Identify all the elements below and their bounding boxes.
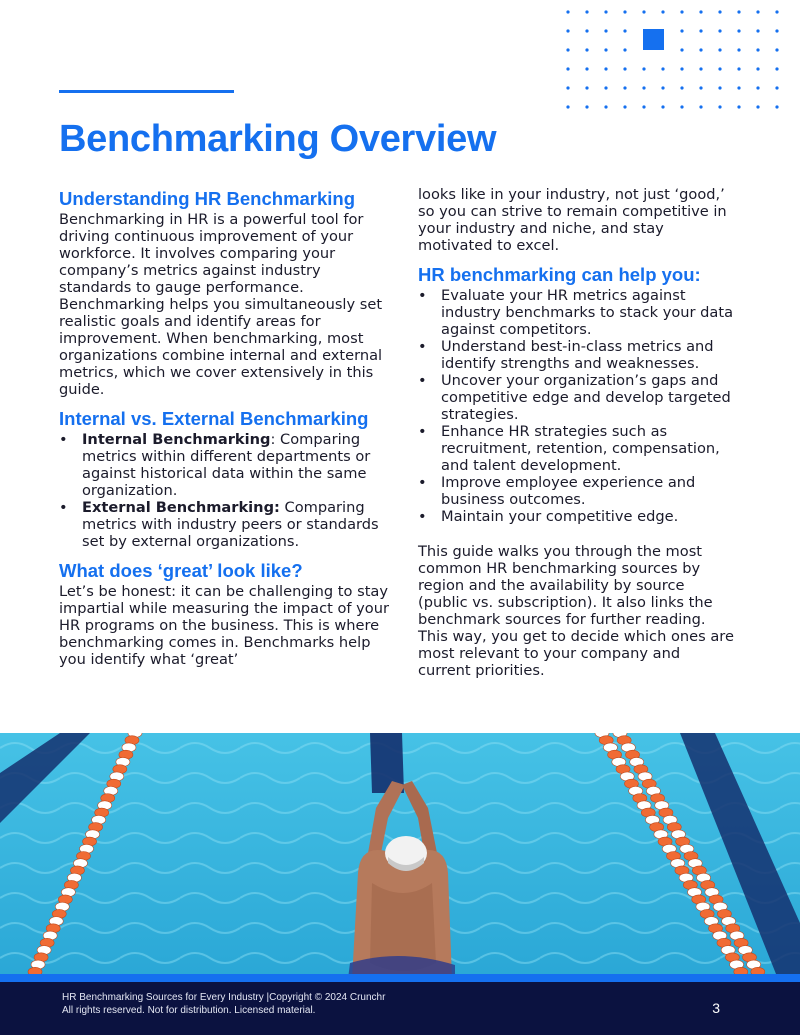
- benefit-list: [418, 287, 736, 525]
- dot-icon: [756, 105, 759, 108]
- list-item: [418, 423, 736, 474]
- list-item: [418, 508, 736, 525]
- section-heading-internal-external: Internal vs. External Benchmarking: [59, 408, 369, 429]
- dot-icon: [756, 10, 759, 13]
- right-column: [418, 186, 736, 679]
- bullet-icon: •: [418, 474, 427, 491]
- dot-icon: [680, 86, 683, 89]
- dot-icon: [566, 29, 569, 32]
- list-item: [418, 474, 736, 508]
- list-item: [418, 287, 736, 338]
- footer-line-2: All rights reserved. Not for distribution. Licensed material.: [62, 1004, 316, 1016]
- dot-icon: [756, 86, 759, 89]
- dot-icon: [623, 29, 626, 32]
- page-title: Benchmarking Overview: [59, 118, 497, 160]
- dot-icon: [604, 29, 607, 32]
- dot-grid-decoration: [560, 4, 800, 114]
- dot-icon: [775, 105, 778, 108]
- dot-icon: [718, 29, 721, 32]
- bullet-icon: •: [418, 508, 427, 525]
- dot-icon: [566, 105, 569, 108]
- dot-icon: [585, 48, 588, 51]
- dot-icon: [699, 29, 702, 32]
- dot-icon: [680, 67, 683, 70]
- dot-icon: [585, 86, 588, 89]
- dot-icon: [718, 86, 721, 89]
- dot-icon: [756, 29, 759, 32]
- dot-icon: [623, 48, 626, 51]
- dot-icon: [718, 10, 721, 13]
- closing-paragraph: This guide walks you through the most common HR benchmarking sources by region and the availability by source (public vs. subscription). It also links the benchmark sources for further reading. This way, you get to decide which ones are most relevant to your company and current priorities.: [418, 543, 734, 679]
- footer-accent-strip: [0, 974, 800, 982]
- list-item-text: Uncover your organization’s gaps and competitive edge and develop targeted strategies.: [441, 372, 731, 423]
- dot-icon: [737, 29, 740, 32]
- list-item-term: External Benchmarking:: [82, 499, 280, 516]
- dot-icon: [661, 10, 664, 13]
- dot-icon: [737, 86, 740, 89]
- dot-icon: [661, 86, 664, 89]
- dot-icon: [680, 105, 683, 108]
- bullet-icon: •: [59, 431, 68, 448]
- dot-icon: [737, 10, 740, 13]
- dot-icon: [737, 67, 740, 70]
- dot-icon: [604, 10, 607, 13]
- list-item-text: Comparing metrics with industry peers or standards set by external organizations.: [82, 499, 379, 550]
- footer: [0, 982, 800, 1035]
- dot-icon: [585, 29, 588, 32]
- dot-icon: [756, 67, 759, 70]
- dot-icon: [585, 105, 588, 108]
- section-heading-help: HR benchmarking can help you:: [418, 264, 701, 285]
- dot-icon: [661, 67, 664, 70]
- dot-icon: [680, 29, 683, 32]
- dot-icon: [775, 10, 778, 13]
- list-item: [418, 372, 736, 423]
- section-heading-understanding: Understanding HR Benchmarking: [59, 188, 356, 209]
- list-item-term: Internal Benchmarking: [82, 431, 271, 448]
- section-body-great: Let’s be honest: it can be challenging to stay impartial while measuring the impact of your HR programs on the business. This is where benchmarking comes in. Benchmarks help you identify what ‘great’: [59, 583, 389, 668]
- swimmer-photo: [0, 733, 800, 979]
- list-item: [418, 338, 736, 372]
- dot-icon: [775, 67, 778, 70]
- left-column: [59, 186, 389, 668]
- dot-icon: [775, 29, 778, 32]
- dot-icon: [604, 86, 607, 89]
- dot-icon: [585, 67, 588, 70]
- dot-icon: [566, 86, 569, 89]
- dot-icon: [699, 67, 702, 70]
- continued-paragraph: looks like in your industry, not just ‘good,’ so you can strive to remain competitive in your industry and niche, and stay motivated to excel.: [418, 186, 727, 254]
- dot-icon: [699, 105, 702, 108]
- list-item: [59, 499, 389, 550]
- dot-icon: [699, 48, 702, 51]
- dot-icon: [718, 105, 721, 108]
- dot-icon: [623, 67, 626, 70]
- dot-icon: [756, 48, 759, 51]
- accent-square-icon: [643, 29, 664, 50]
- bullet-icon: •: [418, 338, 427, 355]
- bullet-icon: •: [59, 499, 68, 516]
- dot-icon: [718, 67, 721, 70]
- benchmark-type-list: [59, 431, 389, 550]
- dot-icon: [604, 105, 607, 108]
- list-item-text: Improve employee experience and business outcomes.: [441, 474, 696, 508]
- dot-icon: [566, 48, 569, 51]
- footer-line-1: HR Benchmarking Sources for Every Industry |Copyright © 2024 Crunchr: [62, 992, 386, 1003]
- title-accent-rule: [59, 90, 234, 93]
- dot-icon: [604, 67, 607, 70]
- list-item: [59, 431, 389, 499]
- dot-icon: [661, 105, 664, 108]
- dot-icon: [737, 48, 740, 51]
- dot-icon: [737, 105, 740, 108]
- list-item-text: Maintain your competitive edge.: [441, 508, 679, 525]
- dot-icon: [775, 48, 778, 51]
- dot-icon: [718, 48, 721, 51]
- dot-icon: [699, 10, 702, 13]
- dot-icon: [680, 10, 683, 13]
- dot-icon: [566, 10, 569, 13]
- footer-copyright: [62, 992, 385, 1017]
- dot-icon: [604, 48, 607, 51]
- dot-icon: [566, 67, 569, 70]
- dot-icon: [699, 86, 702, 89]
- dot-icon: [775, 86, 778, 89]
- dot-icon: [642, 10, 645, 13]
- section-body-understanding: Benchmarking in HR is a powerful tool for driving continuous improvement of your workforce. It involves comparing your company’s metrics against industry standards to gauge performance. Benchmarking helps you simultaneously set realistic goals and identify areas for improvement. When benchmarking, most organizations combine internal and external metrics, which we cover extensively in this guide.: [59, 211, 383, 398]
- dot-icon: [623, 10, 626, 13]
- dot-icon: [623, 105, 626, 108]
- dot-icon: [642, 67, 645, 70]
- dot-icon: [623, 86, 626, 89]
- page-number: 3: [712, 1000, 720, 1016]
- bullet-icon: •: [418, 372, 427, 389]
- dot-icon: [680, 48, 683, 51]
- dot-icon: [642, 105, 645, 108]
- list-item-text: Understand best-in-class metrics and identify strengths and weaknesses.: [441, 338, 714, 372]
- bullet-icon: •: [418, 287, 427, 304]
- list-item-text: Enhance HR strategies such as recruitment, retention, compensation, and talent development.: [441, 423, 720, 474]
- dot-icon: [642, 86, 645, 89]
- list-item-text: : Comparing metrics within different departments or against historical data within the same organization.: [82, 431, 371, 499]
- section-heading-great: What does ‘great’ look like?: [59, 560, 303, 581]
- dot-icon: [585, 10, 588, 13]
- list-item-text: Evaluate your HR metrics against industry benchmarks to stack your data against competitors.: [441, 287, 734, 338]
- bullet-icon: •: [418, 423, 427, 440]
